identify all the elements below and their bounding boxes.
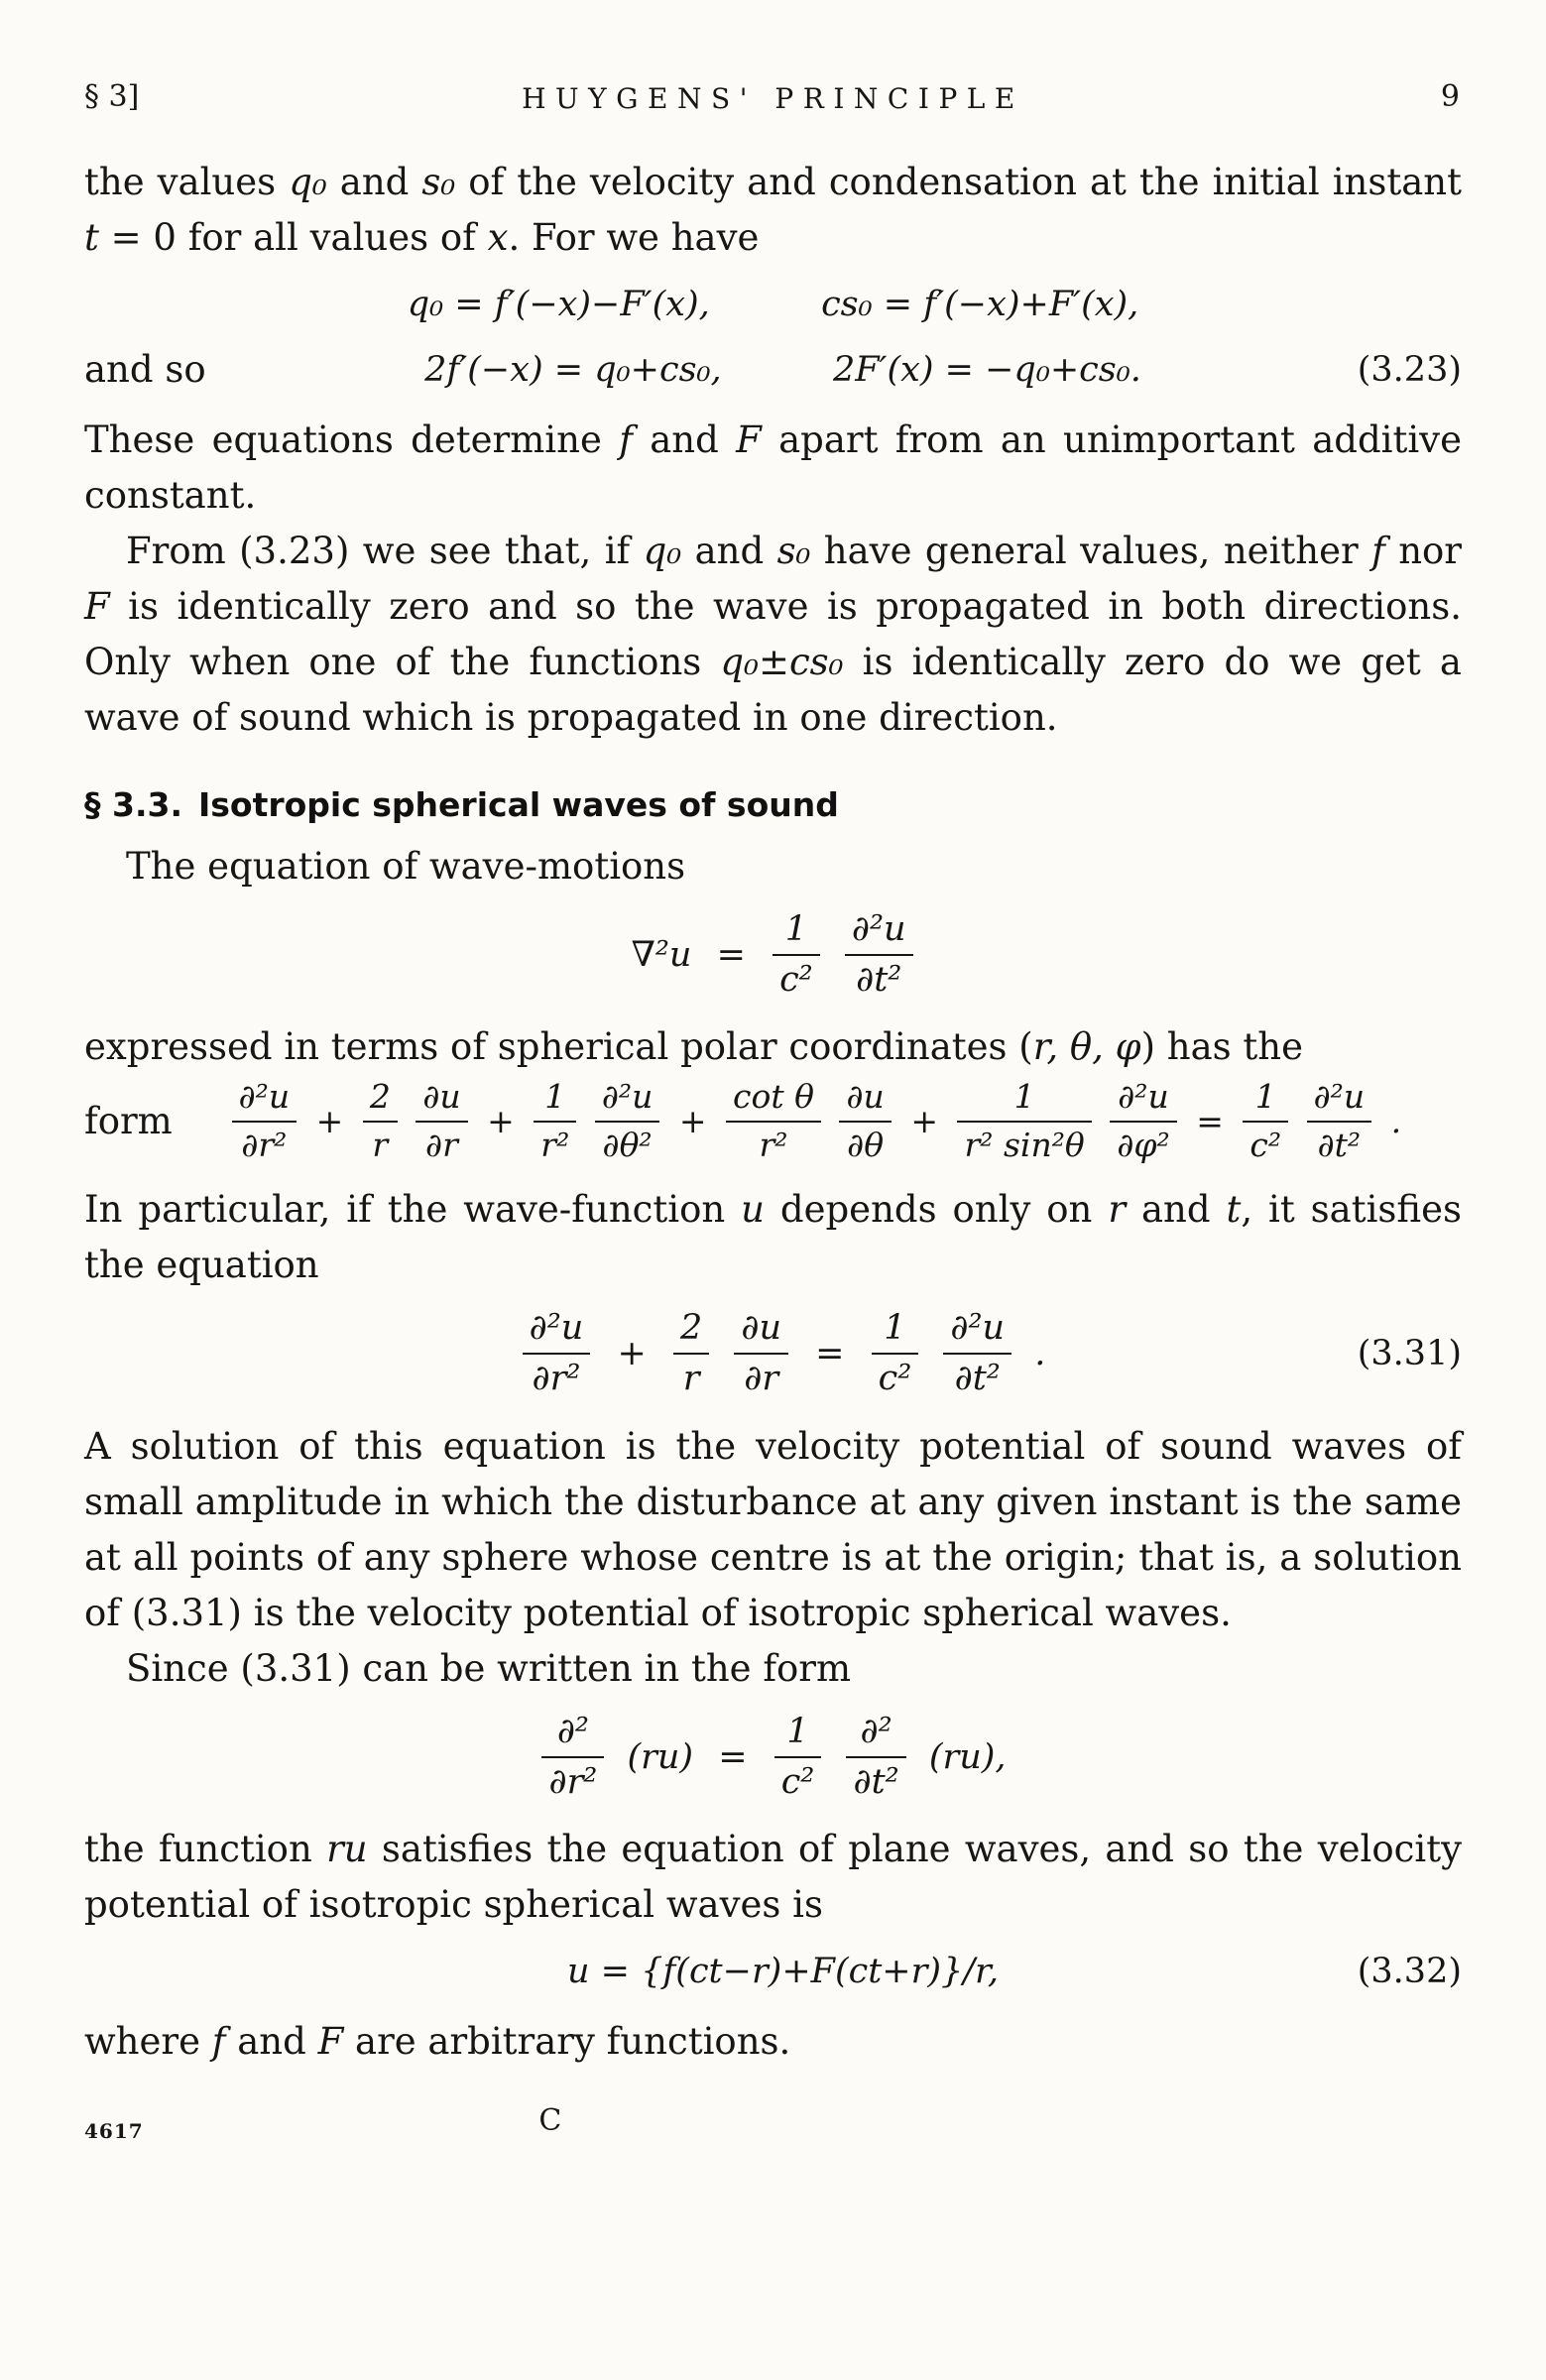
fraction-denominator: ∂φ²: [1117, 1126, 1170, 1165]
text-run: and: [681, 530, 777, 572]
equation-number-323: (3.23): [1357, 350, 1462, 390]
text-run-italic: f: [619, 418, 633, 461]
text-run: In particular, if the wave-function: [84, 1188, 742, 1232]
paragraph-in-particular: [84, 1182, 1462, 1293]
text-run: From (3.23) we see that, if: [126, 530, 644, 572]
text-run: apart from an unimportant additive constant.: [84, 418, 1462, 517]
fraction: [232, 1079, 297, 1164]
text-run: Since (3.31) can be written in the form: [126, 1646, 852, 1690]
fraction-numerator: ∂²u: [1307, 1079, 1372, 1123]
text-run: is identically zero and so the wave is propagated in both directions. Only when one of the functions: [84, 585, 1462, 683]
fraction: [416, 1079, 467, 1164]
press-figure: 4617: [84, 2119, 144, 2144]
equation-331: [233, 1309, 1333, 1398]
text-run: The equation of wave-motions: [126, 845, 686, 888]
equation-body: u = {f(ct−r)+F(ct+r)}/r,: [566, 1952, 1000, 1992]
fraction-numerator: ∂²: [541, 1713, 604, 1758]
text-run-italic: t: [84, 216, 99, 259]
paragraph-wave-motions: [84, 839, 1462, 894]
fraction: [957, 1079, 1091, 1164]
paragraph-continuation-word: form: [84, 1100, 173, 1143]
fraction-denominator: ∂θ²: [602, 1126, 653, 1165]
fraction-denominator: ∂r²: [532, 1359, 581, 1399]
equals-sign: =: [1196, 1102, 1224, 1141]
equation-spherical-laplacian: [173, 1079, 1462, 1164]
text-run-italic: q₀: [289, 161, 327, 203]
text-run: is identically zero do we get a wave of sound which is propagated in one direction.: [84, 641, 1462, 739]
text-run-italic: u: [741, 1188, 765, 1232]
text-run: are arbitrary functions.: [343, 2020, 791, 2064]
text-run: , it satisfies the equation: [84, 1188, 1462, 1287]
text-run: the function: [84, 1828, 327, 1871]
fraction: [846, 1713, 905, 1802]
text-run: nor: [1384, 530, 1462, 572]
section-number: § 3.3.: [84, 785, 182, 824]
page-number: 9: [1440, 79, 1460, 114]
fraction: [839, 1079, 891, 1164]
page-header: [84, 69, 1462, 121]
fraction-denominator: c²: [780, 1761, 815, 1802]
fraction: [673, 1309, 709, 1398]
fraction-numerator: ∂u: [734, 1309, 788, 1355]
fraction-denominator: r²: [540, 1126, 570, 1165]
fraction-denominator: r: [372, 1126, 389, 1165]
fraction-denominator: ∂r: [744, 1359, 779, 1399]
equation-ru-form: [84, 1713, 1462, 1802]
text-run: and: [632, 418, 737, 461]
fraction: [845, 910, 913, 1000]
paragraph-these-equations: [84, 413, 1462, 524]
equals-sign: =: [815, 1334, 845, 1374]
plus-operator: +: [678, 1102, 707, 1141]
text-run-italic: F: [736, 418, 762, 461]
equation-right: 2F′(x) = −q₀+cs₀.: [832, 350, 1141, 390]
section-heading: [84, 781, 1462, 829]
paragraph-spherical-coordinates: [84, 1019, 1462, 1075]
fraction-numerator: ∂²u: [1110, 1079, 1176, 1123]
fraction-numerator: 1: [957, 1079, 1091, 1123]
fraction-numerator: cot θ: [726, 1079, 821, 1123]
fraction-denominator: ∂t²: [954, 1359, 1001, 1399]
equation-left: q₀ = f′(−x)−F′(x),: [407, 285, 710, 324]
ru-argument: (ru): [627, 1736, 694, 1777]
page-footer: [84, 2091, 1462, 2155]
text-run-italic: s₀: [776, 530, 811, 572]
fraction: [595, 1079, 660, 1164]
fraction-denominator: ∂r²: [241, 1126, 288, 1165]
fraction: [1307, 1079, 1372, 1164]
equals-sign: =: [718, 1736, 748, 1777]
signature-mark: C: [538, 2103, 562, 2139]
fraction-numerator: ∂u: [839, 1079, 891, 1123]
fraction-denominator: c²: [1249, 1126, 1282, 1165]
equation-323-row: [84, 347, 1462, 393]
fraction-denominator: ∂t²: [853, 1761, 899, 1802]
text-run: . For we have: [508, 216, 760, 259]
text-run: = 0 for all values of: [98, 216, 488, 259]
fraction-numerator: ∂²u: [845, 910, 913, 956]
fraction-denominator: r² sin²θ: [964, 1126, 1085, 1165]
fraction-numerator: 1: [1243, 1079, 1288, 1123]
equation-label: and so: [84, 348, 206, 391]
laplacian-term: ∇²u: [631, 935, 692, 976]
fraction-denominator: ∂t²: [856, 960, 902, 1001]
fraction-numerator: 1: [534, 1079, 576, 1123]
text-run-italic: r: [1108, 1188, 1127, 1232]
equation-332: [233, 1949, 1333, 1994]
fraction: [363, 1079, 398, 1164]
fraction-numerator: 1: [872, 1309, 919, 1355]
fraction-numerator: 2: [673, 1309, 709, 1355]
paragraph-arbitrary-functions: [84, 2014, 1462, 2070]
fraction-denominator: c²: [779, 960, 813, 1001]
fraction: [943, 1309, 1011, 1398]
text-run-italic: s₀: [421, 161, 456, 203]
fraction-numerator: 1: [773, 910, 820, 956]
text-run: satisfies the equation of plane waves, and so the velocity potential of isotropic spherical waves is: [84, 1828, 1462, 1927]
fraction-denominator: ∂t²: [1317, 1126, 1362, 1165]
equation-number-331: (3.31): [1357, 1334, 1462, 1374]
text-run: A solution of this equation is the velocity potential of sound waves of small amplitude in which the disturbance at any given instant is the same at all points of any sphere whose centre is at the origin; that is, a solution of (3.31) is the velocity potential of isotropic spherical waves.: [84, 1424, 1462, 1634]
text-run: the values: [84, 161, 290, 203]
section-title: Isotropic spherical waves of sound: [197, 785, 839, 824]
plus-operator: +: [315, 1102, 344, 1141]
period: .: [1034, 1334, 1046, 1374]
fraction-denominator: ∂θ: [847, 1126, 885, 1165]
section-marker: § 3]: [84, 79, 140, 114]
text-run-italic: f: [211, 2020, 226, 2064]
fraction: [1243, 1079, 1288, 1164]
fraction: [1110, 1079, 1176, 1164]
ru-argument: (ru),: [928, 1736, 1007, 1777]
fraction-numerator: ∂²u: [232, 1079, 297, 1123]
fraction: [523, 1309, 591, 1398]
equation-332-row: [84, 1949, 1462, 1994]
text-run: and: [326, 161, 422, 203]
fraction-denominator: ∂r: [425, 1126, 458, 1165]
fraction: [541, 1713, 604, 1802]
text-run: depends only on: [764, 1188, 1109, 1232]
fraction-denominator: c²: [878, 1359, 912, 1399]
equation-number-332: (3.32): [1357, 1952, 1462, 1992]
paragraph-since-331: [84, 1641, 1462, 1697]
fraction-numerator: ∂²: [846, 1713, 905, 1758]
text-run-italic: q₀±cs₀: [720, 641, 844, 683]
equals-sign: =: [716, 935, 746, 976]
equation-wave: [84, 910, 1462, 1000]
fraction-numerator: ∂²u: [595, 1079, 660, 1123]
fraction: [773, 910, 820, 1000]
plus-operator: +: [910, 1102, 938, 1141]
paragraph-initial-values: [84, 155, 1462, 266]
equation-initial-conditions: [84, 282, 1462, 327]
fraction-denominator: r²: [759, 1126, 788, 1165]
text-run: These equations determine: [84, 418, 620, 461]
text-run: where: [84, 2020, 212, 2064]
running-head: HUYGENS' PRINCIPLE: [522, 82, 1024, 115]
text-run: and: [1126, 1188, 1227, 1232]
fraction: [872, 1309, 919, 1398]
fraction-numerator: ∂²u: [943, 1309, 1011, 1355]
fraction: [774, 1713, 822, 1802]
text-run-italic: F: [317, 2020, 344, 2064]
text-run: ) has the: [1140, 1025, 1304, 1069]
equation-right: cs₀ = f′(−x)+F′(x),: [821, 285, 1139, 324]
fraction-numerator: 1: [774, 1713, 822, 1758]
form-line: [84, 1079, 1462, 1164]
fraction-numerator: ∂²u: [523, 1309, 591, 1355]
fraction: [726, 1079, 821, 1164]
plus-operator: +: [487, 1102, 515, 1141]
fraction: [734, 1309, 788, 1398]
text-run-italic: r, θ, φ: [1032, 1025, 1141, 1069]
paragraph-from-323: [84, 524, 1462, 746]
fraction: [534, 1079, 576, 1164]
period: .: [1390, 1102, 1402, 1141]
text-run-italic: ru: [326, 1828, 368, 1871]
text-run-italic: t: [1226, 1188, 1242, 1232]
text-run-italic: q₀: [643, 530, 682, 572]
fraction-denominator: r: [682, 1359, 700, 1399]
text-run-italic: F: [84, 585, 110, 628]
equation-323: [233, 347, 1333, 393]
paragraph-a-solution: [84, 1419, 1462, 1641]
text-run-italic: f: [1371, 530, 1385, 572]
fraction-numerator: 2: [363, 1079, 398, 1123]
paragraph-plane-waves: [84, 1822, 1462, 1933]
fraction-denominator: ∂r²: [548, 1761, 598, 1802]
text-run: and: [225, 2020, 318, 2064]
plus-operator: +: [617, 1334, 647, 1374]
equation-left: 2f′(−x) = q₀+cs₀,: [424, 350, 722, 390]
fraction-numerator: ∂u: [416, 1079, 467, 1123]
text-run: of the velocity and condensation at the initial instant: [455, 161, 1462, 203]
text-run: have general values, neither: [810, 530, 1372, 572]
text-run: expressed in terms of spherical polar coordinates (: [84, 1025, 1033, 1069]
text-run-italic: x: [487, 216, 509, 259]
equation-331-row: [84, 1309, 1462, 1398]
